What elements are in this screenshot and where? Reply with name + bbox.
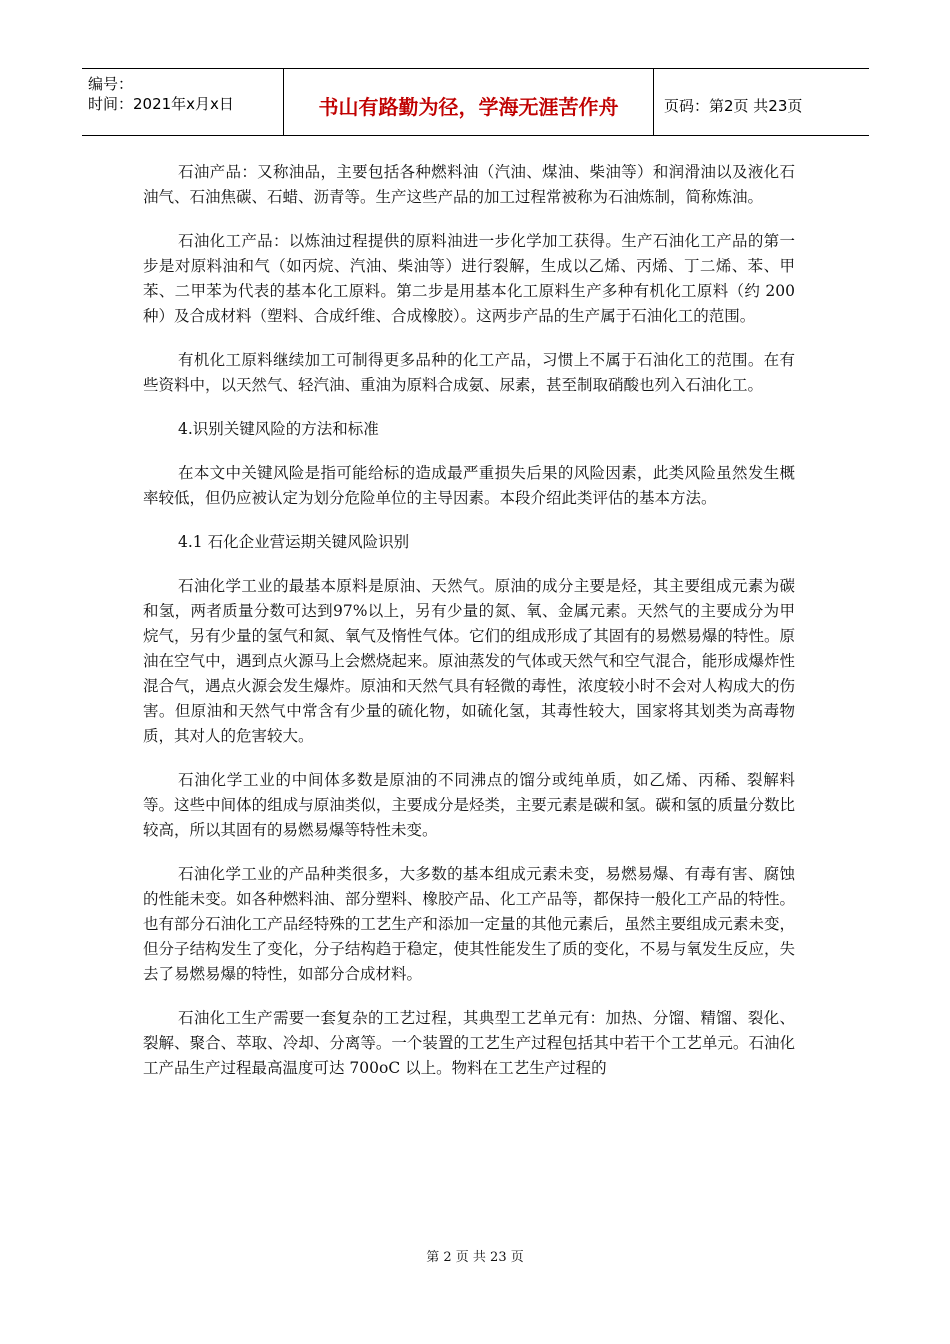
- document-time-label: 时间：2021年x月x日: [88, 95, 234, 113]
- page-footer: 第 2 页 共 23 页: [426, 1250, 524, 1265]
- header-page-cell: [654, 69, 869, 135]
- header-meta-cell: [82, 69, 284, 135]
- document-number-label: 编号：: [88, 75, 134, 93]
- paragraph: 石油化学工业的产品种类很多，大多数的基本组成元素未变，易燃易爆、有毒有害、腐蚀的性能未变。如各种燃料油、部分塑料、橡胶产品、化工产品等，都保持一般化工产品的特性。也有部分石油化工产品经特殊的工艺生产和添加一定量的其他元素后，虽然主要组成元素未变，但分子结构发生了变化，分子结构趋于稳定，使其性能发生了质的变化，不易与氧发生反应，失去了易燃易爆的特性，如部分合成材料。: [143, 865, 795, 983]
- section-heading: 4.识别关键风险的方法和标准: [178, 420, 379, 438]
- paragraph: 石油化工产品：以炼油过程提供的原料油进一步化学加工获得。生产石油化工产品的第一步是对原料油和气（如丙烷、汽油、柴油等）进行裂解，生成以乙烯、丙烯、丁二烯、苯、甲苯、二甲苯为代表的基本化工原料。第二步是用基本化工原料生产多种有机化工原料（约 200 种）及合成材料（塑料、合成纤维、合成橡胶）。这两步产品的生产属于石油化工的范围。: [143, 232, 795, 325]
- page-header: [82, 68, 869, 136]
- header-page-label: 页码：第2页 共23页: [664, 97, 803, 115]
- header-motto-cell: [284, 69, 654, 135]
- paragraph: 石油化学工业的中间体多数是原油的不同沸点的馏分或纯单质，如乙烯、丙稀、裂解料等。这些中间体的组成与原油类似，主要成分是烃类，主要元素是碳和氢。碳和氢的质量分数比较高，所以其固有的易燃易爆等特性未变。: [143, 771, 795, 839]
- paragraph: 在本文中关键风险是指可能给标的造成最严重损失后果的风险因素，此类风险虽然发生概率较低，但仍应被认定为划分危险单位的主导因素。本段介绍此类评估的基本方法。: [143, 464, 795, 507]
- paragraph: 石油化学工业的最基本原料是原油、天然气。原油的成分主要是烃，其主要组成元素为碳和氢，两者质量分数可达到97%以上，另有少量的氮、氧、金属元素。天然气的主要成分为甲烷气，另有少量的氢气和氮、氧气及惰性气体。它们的组成形成了其固有的易燃易爆的特性。原油在空气中，遇到点火源马上会燃烧起来。原油蒸发的气体或天然气和空气混合，能形成爆炸性混合气，遇点火源会发生爆炸。原油和天然气具有轻微的毒性，浓度较小时不会对人构成大的伤害。但原油和天然气中常含有少量的硫化物，如硫化氢，其毒性较大，国家将其划类为高毒物质，其对人的危害较大。: [143, 577, 795, 745]
- subsection-heading: 4.1 石化企业营运期关键风险识别: [178, 533, 410, 551]
- paragraph: 有机化工原料继续加工可制得更多品种的化工产品，习惯上不属于石油化工的范围。在有些资料中，以天然气、轻汽油、重油为原料合成氨、尿素，甚至制取硝酸也列入石油化工。: [143, 351, 795, 394]
- header-motto: 书山有路勤为径，学海无涯苦作舟: [318, 95, 619, 119]
- paragraph: 石油产品：又称油品，主要包括各种燃料油（汽油、煤油、柴油等）和润滑油以及液化石油气、石油焦碳、石蜡、沥青等。生产这些产品的加工过程常被称为石油炼制，简称炼油。: [143, 163, 795, 206]
- document-body: [143, 160, 795, 1100]
- paragraph: 石油化工生产需要一套复杂的工艺过程，其典型工艺单元有：加热、分馏、精馏、裂化、裂解、聚合、萃取、冷却、分离等。一个装置的工艺生产过程包括其中若干个工艺单元。石油化工产品生产过程最高温度可达 700oC 以上。物料在工艺生产过程的: [143, 1009, 795, 1077]
